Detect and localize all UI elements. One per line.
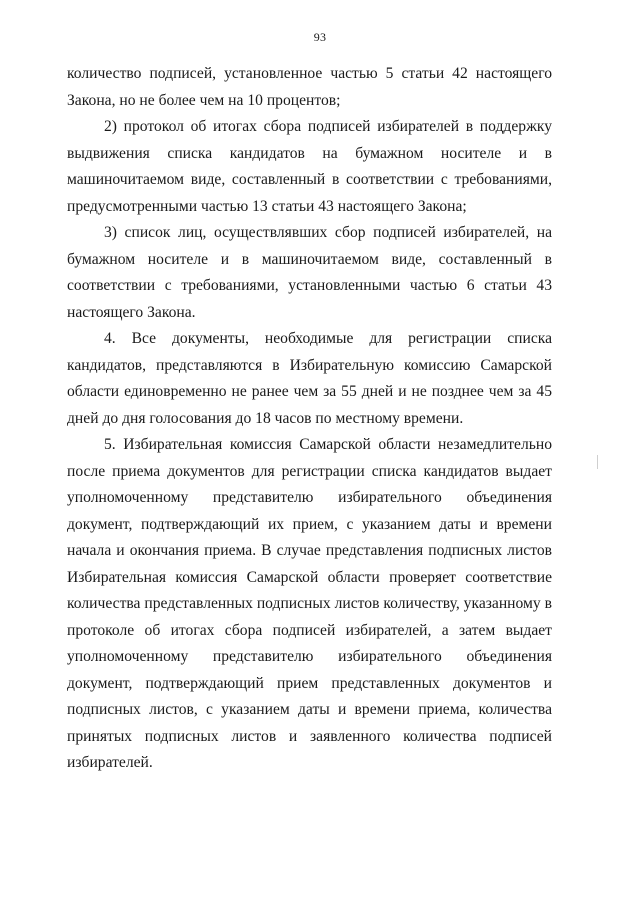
page-number: 93: [313, 30, 327, 44]
paragraph-item-2: 2) протокол об итогах сбора подписей избирателей в поддержку выдвижения списка кандидатов на бумажном носителе и в машиночитаемом виде, составленный в соответствии с требованиями, предусмотренными частью 13 статьи 43 настоящего Закона;: [67, 118, 552, 215]
paragraph-item-3: 3) список лиц, осуществлявших сбор подписей избирателей, на бумажном носителе и в машиночитаемом виде, составленный в соответствии с требованиями, установленными частью 6 статьи 43 настоящего Закона.: [67, 224, 552, 321]
scan-artifact-mark: [597, 455, 598, 469]
paragraph-section-5: 5. Избирательная комиссия Самарской области незамедлительно после приема документов для регистрации списка кандидатов выдает уполномоченному представителю избирательного объединения документ, подтверждающий их прием, с указанием даты и времени начала и окончания приема. В случае представления подписных листов Избирательная комиссия Самарской области проверяет соответствие количества представленных подписных листов количеству, указанному в протоколе об итогах сбора подписей избирателей, а затем выдает уполномоченному представителю избирательного объединения документ, подтверждающий прием представленных документов и подписных листов, с указанием даты и времени приема, количества принятых подписных листов и заявленного количества подписей избирателей.: [67, 436, 552, 771]
paragraph-continuation: количество подписей, установленное частью 5 статьи 42 настоящего Закона, но не более чем на 10 процентов;: [67, 65, 552, 109]
document-body: [67, 61, 552, 777]
paragraph-section-4: 4. Все документы, необходимые для регистрации списка кандидатов, представляются в Избирательную комиссию Самарской области единовременно не ранее чем за 55 дней и не позднее чем за 45 дней до дня голосования до 18 часов по местному времени.: [67, 330, 552, 427]
